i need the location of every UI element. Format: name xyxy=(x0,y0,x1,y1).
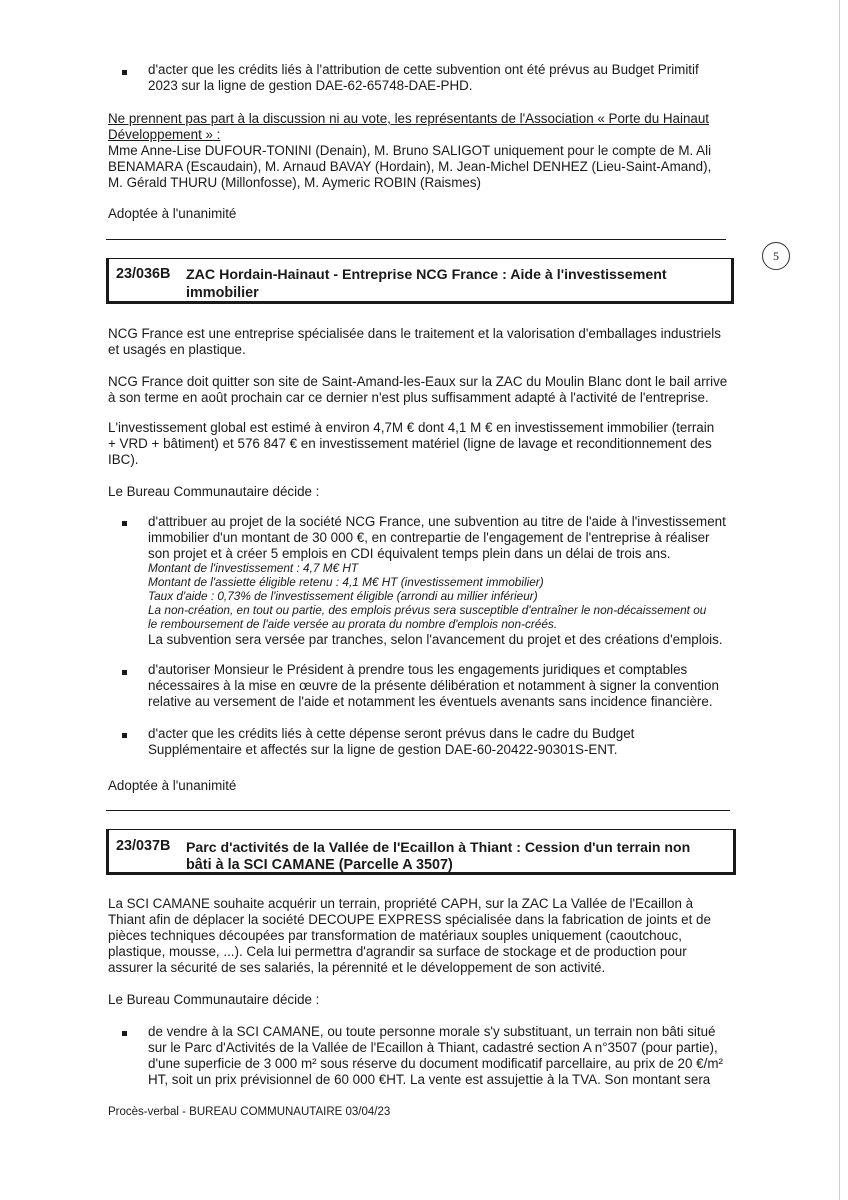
abstain-names-line-2: BENAMARA (Escaudain), M. Arnaud BAVAY (Hordain), M. Jean-Michel DENHEZ (Lieu-Saint-Amand), xyxy=(108,159,712,174)
abstain-names-line-3: M. Gérald THURU (Millonfosse), M. Aymeric ROBIN (Raismes) xyxy=(108,175,482,190)
s1-bullet2-line-2: nécessaires à la mise en œuvre de la présente délibération et notamment à signer la convention xyxy=(148,678,719,693)
section-title-line-2: bâti à la SCI CAMANE (Parcelle A 3507) xyxy=(186,857,453,873)
s1-context-line-2: à son terme en août prochain car ce dernier n'est plus suffisamment adapté à l'activité de l'entreprise. xyxy=(108,390,709,405)
separator-rule xyxy=(106,810,730,811)
s1-bullet3-line-2: Supplémentaire et affectés sur la ligne de gestion DAE-60-20422-90301S-ENT. xyxy=(148,742,618,757)
s1-bullet2-line-1: d'autoriser Monsieur le Président à prendre tous les engagements juridiques et comptables xyxy=(148,662,688,677)
s1-decides: Le Bureau Communautaire décide : xyxy=(108,484,320,499)
section-number: 23/036B xyxy=(116,266,171,282)
page-number-badge: 5 xyxy=(762,242,790,270)
s2-intro-line-4: plastique, mousse, ...). Cela lui permettra d'agrandir sa surface de stockage et de production pour xyxy=(108,944,687,959)
top-bullet-line-1: d'acter que les crédits liés à l'attribution de cette subvention ont été prévus au Budget Primitif xyxy=(148,62,699,77)
s1-bullet1-italic-4: La non-création, en tout ou partie, des emplois prévus sera susceptible d'entraîner le non-décaissement ou xyxy=(148,603,707,617)
s1-bullet1-line-1: d'attribuer au projet de la société NCG France, une subvention au titre de l'aide à l'investissement xyxy=(148,514,726,529)
section-title-line-1: ZAC Hordain-Hainaut - Entreprise NCG France : Aide à l'investissement xyxy=(186,267,667,283)
s1-bullet1-italic-3: Taux d'aide : 0,73% de l'investissement éligible (arrondi au millier inférieur) xyxy=(148,589,538,603)
s1-bullet1-italic-2: Montant de l'assiette éligible retenu : 4,1 M€ HT (investissement immobilier) xyxy=(148,575,544,589)
top-bullet-line-2: 2023 sur la ligne de gestion DAE-62-65748-DAE-PHD. xyxy=(148,78,473,93)
s2-bullet1-line-3: d'une superficie de 3 000 m² sous réserve du document modificatif parcellaire, au prix de 20 €/m² xyxy=(148,1056,723,1071)
s1-intro-line-1: NCG France est une entreprise spécialisée dans le traitement et la valorisation d'emballages industriels xyxy=(108,326,721,341)
s1-bullet1-tail: La subvention sera versée par tranches, selon l'avancement du projet et des créations d'emplois. xyxy=(148,632,723,647)
box-border xyxy=(106,829,109,875)
s2-intro-line-2: Thiant afin de déplacer la société DECOUPE EXPRESS spécialisée dans la fabrication de joints et de xyxy=(108,912,711,927)
s1-bullet2-line-3: relative au versement de l'aide et notamment les éventuels avenants sans incidence financière. xyxy=(148,694,713,709)
top-adopted: Adoptée à l'unanimité xyxy=(108,206,237,221)
s1-investment-line-2: + VRD + bâtiment) et 576 847 € en investissement matériel (ligne de lavage et reconditionnement des xyxy=(108,436,712,451)
box-border xyxy=(106,258,109,304)
bullet-marker xyxy=(122,1031,127,1036)
bullet-marker xyxy=(122,70,127,75)
s1-bullet1-line-3: son projet et à créer 5 emplois en CDI équivalent temps plein dans un délai de trois ans. xyxy=(148,546,671,561)
s2-intro-line-5: assurer la sécurité de ses salariés, la pérennité et le développement de son activité. xyxy=(108,960,606,975)
box-border xyxy=(733,829,736,875)
s2-intro-line-1: La SCI CAMANE souhaite acquérir un terrain, propriété CAPH, sur la ZAC La Vallée de l'Ecaillon à xyxy=(108,896,694,911)
s1-bullet1-line-2: immobilier d'un montant de 30 000 €, en contrepartie de l'engagement de l'entreprise à réaliser xyxy=(148,530,710,545)
s2-decides: Le Bureau Communautaire décide : xyxy=(108,992,320,1007)
s1-bullet1-italic-5: le remboursement de l'aide versée au prorata du nombre d'emplois non-créés. xyxy=(148,617,558,631)
bullet-marker xyxy=(122,733,127,738)
bullet-marker xyxy=(122,670,127,675)
abstain-header-line-1: Ne prennent pas part à la discussion ni au vote, les représentants de l'Association « Porte du Hainaut xyxy=(108,111,710,126)
bullet-marker xyxy=(122,521,127,526)
s1-investment-line-1: L'investissement global est estimé à environ 4,7M € dont 4,1 M € en investissement immobilier (terrain xyxy=(108,420,715,435)
s1-bullet3-line-1: d'acter que les crédits liés à cette dépense seront prévus dans le cadre du Budget xyxy=(148,726,635,741)
s2-intro-line-3: pièces techniques découpées par transformation de matériaux souples uniquement (caoutchouc, xyxy=(108,928,682,943)
abstain-header-line-2: Développement » : xyxy=(108,127,221,142)
separator-rule xyxy=(106,239,726,240)
box-border xyxy=(731,258,734,304)
section-title-line-2: immobilier xyxy=(186,285,259,301)
scan-edge-line xyxy=(839,0,840,1200)
s1-adopted: Adoptée à l'unanimité xyxy=(108,778,237,793)
section-number: 23/037B xyxy=(116,838,171,854)
s2-bullet1-line-2: sur le Parc d'Activités de la Vallée de l'Ecaillon à Thiant, cadastré section A n°3507 (pour partie), xyxy=(148,1040,718,1055)
s2-bullet1-line-1: de vendre à la SCI CAMANE, ou toute personne morale s'y substituant, un terrain non bâti situé xyxy=(148,1024,716,1039)
s2-bullet1-line-4: HT, soit un prix prévisionnel de 60 000 €HT. La vente est assujettie à la TVA. Son montant sera xyxy=(148,1072,711,1087)
s1-intro-line-2: et usagés en plastique. xyxy=(108,342,246,357)
page-footer: Procès-verbal - BUREAU COMMUNAUTAIRE 03/04/23 xyxy=(108,1106,391,1118)
section-title-line-1: Parc d'activités de la Vallée de l'Ecaillon à Thiant : Cession d'un terrain non xyxy=(186,839,691,855)
s1-investment-line-3: IBC). xyxy=(108,452,139,467)
abstain-names-line-1: Mme Anne-Lise DUFOUR-TONINI (Denain), M. Bruno SALIGOT uniquement pour le compte de M. Ali xyxy=(108,143,712,158)
s1-context-line-1: NCG France doit quitter son site de Saint-Amand-les-Eaux sur la ZAC du Moulin Blanc dont le bail arrive xyxy=(108,374,728,389)
s1-bullet1-italic-1: Montant de l'investissement : 4,7 M€ HT xyxy=(148,561,359,575)
